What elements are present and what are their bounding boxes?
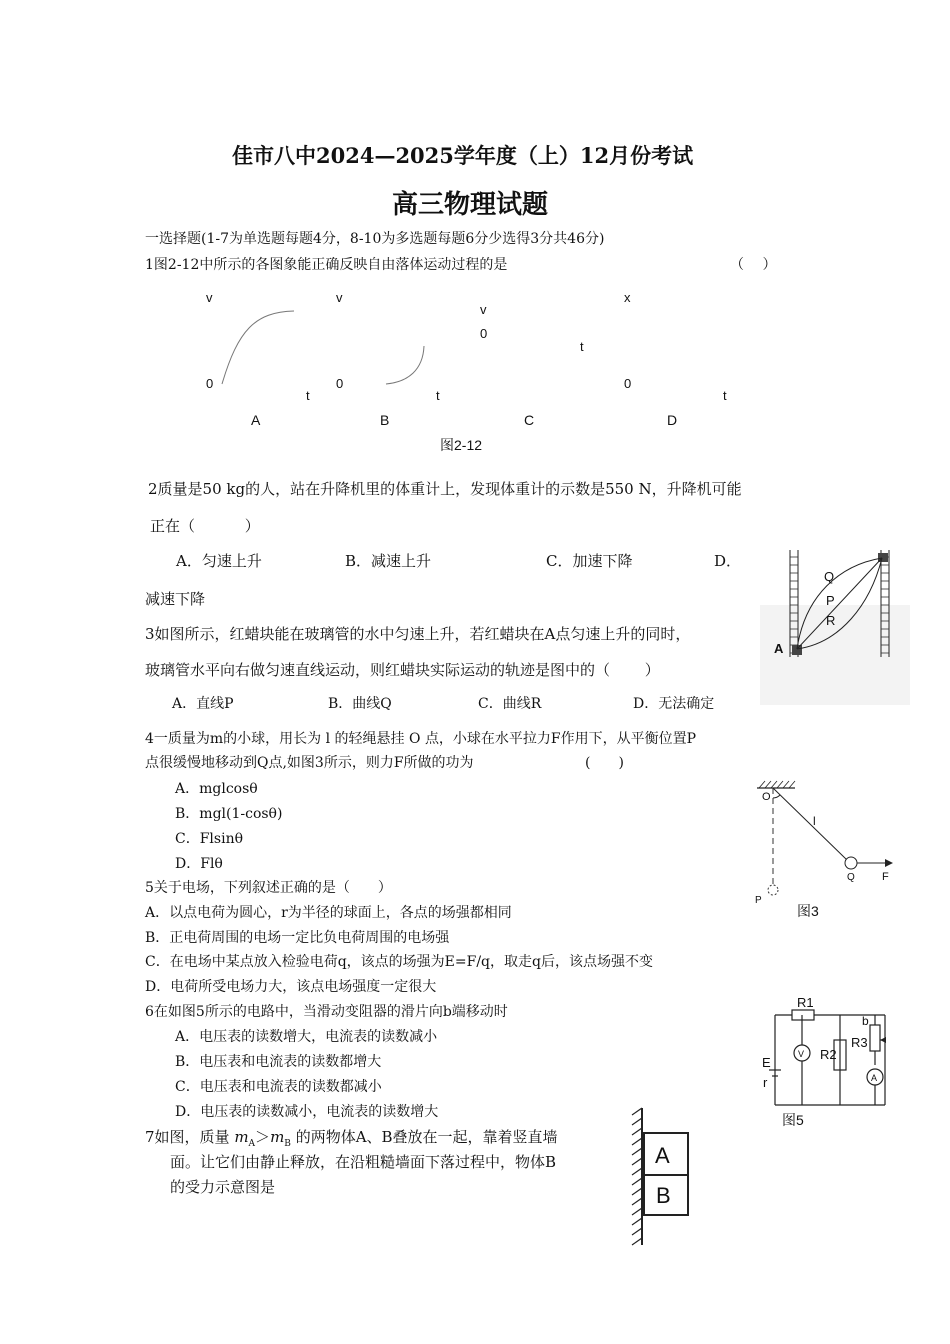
q7-stem-3: 的受力示意图是	[170, 1178, 276, 1196]
q6-label-r3: R3	[851, 1035, 868, 1050]
q1-d-letter: D	[667, 412, 678, 428]
q2-option-d: D．	[714, 552, 742, 570]
q4-label-l: l	[813, 814, 816, 828]
q5-option-d: D．电荷所受电场力大，该点电场强度一定很大	[145, 979, 437, 995]
q7-label-a: A	[655, 1143, 670, 1168]
q3-option-a: A．直线P	[172, 696, 234, 712]
q6-stem: 6在如图5所示的电路中，当滑动变阻器的滑片向b端移动时	[145, 1004, 508, 1020]
q5-stem: 5关于电场，下列叙述正确的是（ ）	[145, 880, 392, 896]
q7-label-b: B	[656, 1183, 671, 1208]
q1-c-xaxis: t	[580, 339, 584, 354]
q1-a-origin: 0	[206, 376, 214, 391]
q3-stem-2: 玻璃管水平向右做匀速直线运动，则红蜡块实际运动的轨迹是图中的（ ）	[145, 661, 660, 679]
q4-label-f: F	[882, 871, 889, 883]
q6-label-b: b	[862, 1014, 869, 1028]
q6-label-r2: R2	[820, 1047, 837, 1062]
q1-b-origin: 0	[336, 376, 344, 391]
q4-stem-2: 点很缓慢地移动到Q点,如图3所示，则力F所做的功为	[145, 755, 474, 771]
q4-option-d: D．Flθ	[175, 856, 223, 872]
q6-option-d: D．电压表的读数减小，电流表的读数增大	[175, 1104, 439, 1120]
q4-option-c: C．Flsinθ	[175, 831, 244, 847]
q1-b-curve	[386, 346, 424, 384]
q3-label-q: Q	[824, 569, 835, 584]
q1-a-curve	[222, 311, 294, 384]
q4-option-b: B．mgl(1-cosθ)	[175, 806, 283, 822]
q1-d-xaxis: t	[723, 388, 727, 403]
q4-caption: 图3	[797, 903, 819, 919]
q1-caption: 图2-12	[440, 437, 483, 453]
q3-label-p: P	[826, 593, 835, 608]
q4-label-o: O	[762, 791, 771, 803]
q4-figure	[745, 770, 905, 920]
q5-option-a: A．以点电荷为圆心，r为半径的球面上，各点的场强都相同	[145, 905, 512, 921]
q3-label-r: R	[826, 613, 836, 628]
q3-figure	[760, 545, 910, 705]
q1-a-letter: A	[251, 412, 261, 428]
section-intro: 一选择题(1-7为单选题每题4分，8-10为多选题每题6分少选得3分共46分)	[145, 231, 605, 247]
q6-label-r: r	[763, 1075, 768, 1090]
q7-stem-2: 面。让它们由静止释放，在沿粗糙墙面下落过程中，物体B	[170, 1153, 557, 1171]
q1-bracket: （ ）	[730, 257, 777, 273]
exam-title: 佳市八中2024—2025学年度（上）12月份考试	[232, 143, 694, 168]
q6-caption: 图5	[782, 1112, 804, 1128]
q7-figure	[620, 1105, 700, 1250]
q6-option-a: A．电压表的读数增大，电流表的读数减小	[175, 1029, 438, 1045]
q2-stem-2: 正在（ ）	[150, 517, 260, 535]
q3-option-b: B．曲线Q	[328, 696, 392, 712]
q4-option-a: A．mglcosθ	[175, 781, 258, 797]
q2-stem-1: 2质量是50 kg的人，站在升降机里的体重计上，发现体重计的示数是550 N，升降机可能	[148, 480, 742, 498]
q4-label-q: Q	[847, 872, 855, 883]
q1-b-yaxis: v	[336, 290, 343, 305]
q1-stem: 1图2-12中所示的各图象能正确反映自由落体运动过程的是	[145, 257, 508, 273]
q3-stem-1: 3如图所示，红蜡块能在玻璃管的水中匀速上升，若红蜡块在A点匀速上升的同时，	[145, 625, 691, 643]
q5-option-c: C．在电场中某点放入检验电荷q，该点的场强为E=F/q，取走q后，该点场强不变	[145, 954, 653, 970]
q2-option-d-cont: 减速下降	[145, 590, 206, 608]
q4-label-p: P	[755, 895, 762, 906]
q3-label-a: A	[774, 641, 784, 656]
q1-a-xaxis: t	[306, 388, 310, 403]
q1-c-letter: C	[524, 412, 535, 428]
q6-figure	[730, 995, 910, 1135]
page-title: 高三物理试题	[392, 190, 549, 220]
q1-d-origin: 0	[624, 376, 632, 391]
q2-option-b: B．减速上升	[345, 552, 432, 570]
q1-a-yaxis: v	[206, 290, 213, 305]
q3-option-d: D．无法确定	[633, 696, 715, 712]
q6-label-e: E	[762, 1055, 771, 1070]
q6-option-c: C．电压表和电流表的读数都减小	[175, 1079, 382, 1095]
q1-b-letter: B	[380, 412, 390, 428]
q7-stem-1: 7如图，质量 $m_A>m_B$ 的两物体A、B叠放在一起，靠着竖直墙	[145, 1128, 558, 1149]
q1-c-origin: 0	[480, 326, 488, 341]
q4-bracket: ( )	[585, 755, 624, 771]
q6-label-a: A	[871, 1073, 878, 1083]
q1-graphs	[0, 0, 950, 460]
q2-option-a: A．匀速上升	[176, 552, 262, 570]
q6-option-b: B．电压表和电流表的读数都增大	[175, 1054, 382, 1070]
q6-label-v: V	[798, 1049, 805, 1059]
q5-option-b: B．正电荷周围的电场一定比负电荷周围的电场强	[145, 930, 450, 946]
q1-b-xaxis: t	[436, 388, 440, 403]
q1-c-yaxis: v	[480, 302, 487, 317]
q6-label-r1: R1	[797, 995, 814, 1010]
q3-option-c: C．曲线R	[478, 696, 542, 712]
q2-option-c: C．加速下降	[546, 552, 633, 570]
q1-d-yaxis: x	[624, 290, 631, 305]
q4-stem-1: 4一质量为m的小球，用长为 l 的轻绳悬挂 O 点，小球在水平拉力F作用下，从平衡位置P	[145, 731, 697, 747]
